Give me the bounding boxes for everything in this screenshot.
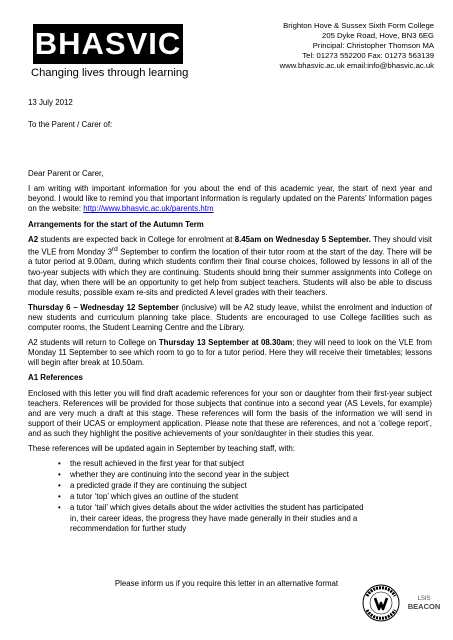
p1-text3: September to confirm the location of their tutor room at the start of the day. There will be a tutor period at 9.00am, during which students confirm their final course choices, followed by lessons in all of the two-year subjects with which they are continuing. Students should bring their summer assignments into College on that day, when there will be an opportunity to get help from subject teachers. Students will also be able to discuss module results, possible exam re-sits and predicted A level grades with their teachers. <box>28 247 432 297</box>
return-paragraph <box>28 338 432 368</box>
p2-text: (inclusive) will be A2 study leave, whilst the enrolment and induction of new students and curriculum planning take place. Students are encouraged to use College facilities such as computer rooms, the Student Learning Centre and the Library. <box>28 302 432 333</box>
a2-enrolment-paragraph <box>28 235 432 298</box>
positive-about-disabled-people-logo <box>362 584 400 622</box>
p3-text1: A2 students will return to College on <box>28 338 159 348</box>
study-leave-dates: Thursday 6 – Wednesday 12 September <box>28 302 179 312</box>
principal-name: Principal: Christopher Thomson MA <box>312 41 434 50</box>
tagline: Changing lives through learning <box>31 67 189 79</box>
reference-update-list <box>28 459 432 534</box>
beacon-label: BEACON <box>407 602 441 611</box>
parents-page-link[interactable]: http://www.bhasvic.ac.uk/parents.htm <box>83 204 214 214</box>
logo-text: BHASVIC <box>34 26 182 61</box>
intro-text: I am writing with important information for you about the end of this academic year, the start of next year and beyond. I would like to remind you that important information is regularly updated on the Parents’ Information pages on the website: <box>28 184 432 214</box>
college-name: Brighton Hove & Sussex Sixth Form College <box>283 21 434 30</box>
section-heading-a1-references: A1 References <box>28 373 83 383</box>
lsis-label: LSIS <box>417 596 431 602</box>
college-address-block <box>214 21 434 71</box>
section-heading-autumn-term: Arrangements for the start of the Autumn Term <box>28 219 204 229</box>
references-paragraph: Enclosed with this letter you will find draft academic references for your son or daughter from their first-year subject teachers. References will be provided for those subjects that continue into a second year (AS Levels, for example) and are very much a draft at this stage. These references will form the basis of the information we will send in support of their UCAS or employment application. Please note that these are references, and not a ‘college report’, and as such they highlight the positive achievements of your son/daughter in their studies this year. <box>28 388 432 438</box>
list-item: • whether they are continuing into the second year in the subject <box>58 470 370 480</box>
return-date: Thursday 13 September at 08.30am <box>158 338 293 348</box>
p1-text1: students are expected back in College for enrolment at <box>38 234 235 244</box>
p1-sup: rd <box>111 245 118 253</box>
lsis-beacon-logo <box>406 596 442 626</box>
enrolment-date: 8.45am on Wednesday 5 September. <box>234 234 371 244</box>
p3-text2: ; they will need to look on the VLE from Monday 11 September to see which room to go to for a tutor period. Here they will receive their timetables; lessons will begin after break at 10.50am. <box>28 338 432 368</box>
list-item: • the result achieved in the first year for that subject <box>58 459 370 469</box>
web-email: www.bhasvic.ac.uk email:info@bhasvic.ac.uk <box>279 61 434 70</box>
list-item: • a predicted grade if they are continuing the subject <box>58 481 370 491</box>
bhasvic-logo <box>33 24 183 64</box>
letter-date: 13 July 2012 <box>28 98 73 107</box>
phone-fax: Tel: 01273 552200 Fax: 01273 563139 <box>302 51 434 60</box>
list-item: • a tutor ‘top’ which gives an outline of the student <box>58 492 370 502</box>
a2-label: A2 <box>28 234 39 244</box>
college-address: 205 Dyke Road, Hove, BN3 6EG <box>322 31 434 40</box>
salutation: Dear Parent or Carer, <box>28 169 104 179</box>
study-leave-paragraph <box>28 303 432 333</box>
update-paragraph: These references will be updated again in September by teaching staff, with: <box>28 443 295 453</box>
letter-recipient: To the Parent / Carer of: <box>28 120 113 130</box>
list-item: • a tutor ‘tail’ which gives details about the wider activities the student has participated in, their career ideas, the progress they have made generally in their studies and a recommendation for further study <box>58 503 370 533</box>
p1-text2: They should visit the VLE from Monday 3 <box>28 234 432 257</box>
alt-format-note: Please inform us if you require this letter in an alternative format <box>114 579 339 588</box>
letter-body <box>28 98 432 535</box>
disability-badge-icon <box>362 584 400 622</box>
intro-paragraph <box>28 184 432 214</box>
